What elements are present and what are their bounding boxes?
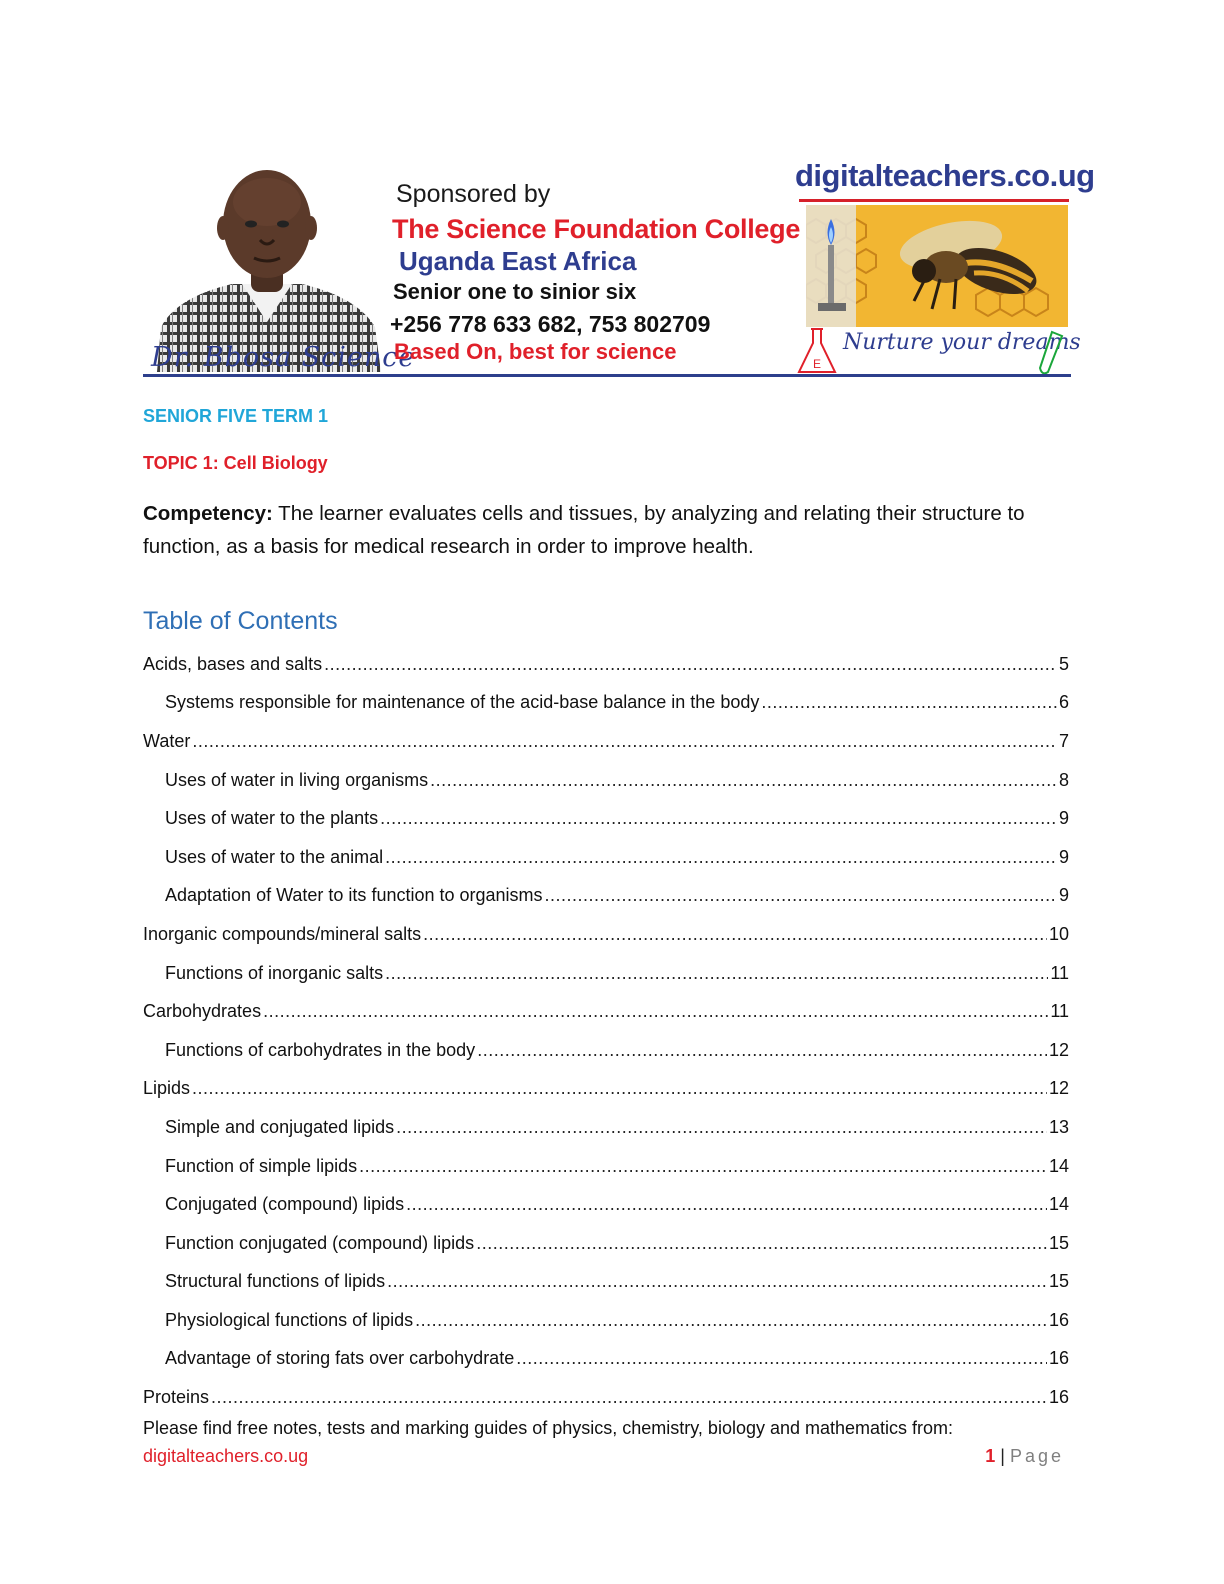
toc-entry[interactable]	[143, 1108, 1069, 1147]
toc-entry-page[interactable]: 15	[1048, 1232, 1069, 1253]
competency-label: Competency:	[143, 502, 273, 525]
toc-entry-page[interactable]: 6	[1058, 692, 1069, 713]
toc-entry-label[interactable]: Functions of carbohydrates in the body	[165, 1039, 476, 1060]
college-name: The Science Foundation College	[392, 214, 801, 244]
toc-dot-leader	[387, 1271, 1047, 1292]
toc-entry-page[interactable]: 14	[1048, 1155, 1069, 1176]
page-word: Page	[1009, 1446, 1064, 1466]
toc-entry[interactable]	[143, 1031, 1069, 1070]
toc-entry[interactable]	[143, 645, 1069, 684]
author-portrait	[147, 162, 387, 372]
toc-dot-leader	[761, 692, 1057, 713]
contact-phones: +256 778 633 682, 753 802709	[390, 311, 711, 337]
toc-entry[interactable]	[143, 1224, 1069, 1263]
toc-entry-page[interactable]: 14	[1048, 1194, 1069, 1215]
toc-dot-leader	[545, 885, 1057, 906]
page-separator: |	[1000, 1446, 1005, 1466]
toc-entry-label[interactable]: Function of simple lipids	[165, 1155, 358, 1176]
toc-entry-label[interactable]: Advantage of storing fats over carbohydrate	[165, 1348, 515, 1369]
toc-entry-page[interactable]: 5	[1058, 653, 1069, 674]
toc-entry[interactable]	[143, 1340, 1069, 1379]
toc-dot-leader	[477, 1040, 1047, 1061]
toc-entry-page[interactable]: 10	[1048, 923, 1069, 944]
toc-entry[interactable]	[143, 761, 1069, 800]
sponsored-by-label: Sponsored by	[396, 180, 551, 208]
toc-entry[interactable]	[143, 1301, 1069, 1340]
toc-dot-leader	[430, 770, 1057, 791]
banner-divider	[143, 374, 1071, 377]
toc-entry-page[interactable]: 16	[1048, 1348, 1069, 1369]
college-region: Uganda East Africa	[399, 246, 637, 276]
table-of-contents	[143, 645, 1069, 1417]
toc-entry-label[interactable]: Adaptation of Water to its function to organisms	[165, 885, 543, 906]
bee-honeycomb-image	[806, 205, 1068, 327]
toc-entry[interactable]	[143, 1263, 1069, 1302]
toc-entry-label[interactable]: Functions of inorganic salts	[165, 962, 384, 983]
toc-dot-leader	[516, 1348, 1047, 1369]
toc-entry-page[interactable]: 9	[1058, 885, 1069, 906]
toc-entry[interactable]	[143, 1147, 1069, 1186]
toc-entry-label[interactable]: Uses of water to the animal	[165, 846, 384, 867]
toc-entry[interactable]	[143, 1070, 1069, 1109]
toc-entry[interactable]	[143, 838, 1069, 877]
topic-heading: TOPIC 1: Cell Biology	[143, 453, 328, 473]
toc-dot-leader	[192, 731, 1057, 752]
toc-entry-page[interactable]: 12	[1048, 1078, 1069, 1099]
brand-logo-text: digitalteachers.co.ug	[795, 158, 1095, 193]
toc-entry-label[interactable]: Uses of water to the plants	[165, 808, 379, 829]
toc-entry-page[interactable]: 13	[1048, 1116, 1069, 1137]
toc-dot-leader	[396, 1117, 1047, 1138]
toc-entry-page[interactable]: 12	[1048, 1039, 1069, 1060]
flask-letter: E	[812, 357, 822, 371]
toc-heading: Table of Contents	[143, 607, 338, 635]
toc-entry[interactable]	[143, 954, 1069, 993]
toc-entry-label[interactable]: Acids, bases and salts	[143, 653, 323, 674]
college-motto: Based On, best for science	[394, 339, 677, 364]
toc-entry-label[interactable]: Water	[143, 730, 191, 751]
footer-note: Please find free notes, tests and marking guides of physics, chemistry, biology and mathematics from:	[143, 1418, 954, 1438]
toc-entry-label[interactable]: Conjugated (compound) lipids	[165, 1194, 405, 1215]
toc-entry-page[interactable]: 11	[1050, 962, 1069, 983]
toc-entry-page[interactable]: 15	[1048, 1271, 1069, 1292]
toc-dot-leader	[385, 963, 1048, 984]
toc-entry-page[interactable]: 11	[1050, 1001, 1069, 1022]
toc-entry-label[interactable]: Carbohydrates	[143, 1001, 262, 1022]
toc-entry[interactable]	[143, 877, 1069, 916]
footer-site-link[interactable]: digitalteachers.co.ug	[143, 1446, 309, 1466]
toc-entry-page[interactable]: 8	[1058, 769, 1069, 790]
toc-entry-label[interactable]: Structural functions of lipids	[165, 1271, 386, 1292]
toc-entry-label[interactable]: Inorganic compounds/mineral salts	[143, 923, 422, 944]
page-number-value: 1	[985, 1446, 996, 1466]
toc-entry-label[interactable]: Systems responsible for maintenance of the acid-base balance in the body	[165, 692, 760, 713]
toc-dot-leader	[476, 1233, 1047, 1254]
toc-entry[interactable]	[143, 684, 1069, 723]
toc-entry-label[interactable]: Lipids	[143, 1078, 191, 1099]
toc-entry-page[interactable]: 9	[1058, 846, 1069, 867]
toc-dot-leader	[324, 654, 1057, 675]
college-levels: Senior one to sinior six	[393, 279, 637, 304]
toc-entry-page[interactable]: 9	[1058, 808, 1069, 829]
author-signature: Dr. Bbosa Science	[151, 342, 416, 373]
toc-entry-label[interactable]: Simple and conjugated lipids	[165, 1116, 395, 1137]
toc-entry-label[interactable]: Proteins	[143, 1387, 210, 1408]
brand-tagline: Nurture your dreams	[843, 330, 1081, 355]
toc-dot-leader	[385, 847, 1057, 868]
header-banner	[143, 150, 1095, 380]
brand-underline	[799, 199, 1069, 202]
toc-entry-page[interactable]: 16	[1048, 1387, 1069, 1408]
toc-dot-leader	[406, 1194, 1047, 1215]
test-tube-icon	[1036, 330, 1066, 376]
toc-entry[interactable]	[143, 1378, 1069, 1417]
toc-dot-leader	[263, 1001, 1048, 1022]
toc-entry-page[interactable]: 7	[1058, 730, 1069, 751]
toc-entry[interactable]	[143, 915, 1069, 954]
toc-dot-leader	[192, 1078, 1047, 1099]
toc-entry-label[interactable]: Uses of water in living organisms	[165, 769, 429, 790]
toc-dot-leader	[211, 1387, 1047, 1408]
competency-paragraph	[143, 497, 1073, 563]
toc-dot-leader	[415, 1310, 1047, 1331]
flask-icon	[795, 326, 839, 376]
toc-dot-leader	[359, 1156, 1047, 1177]
toc-entry-label[interactable]: Function conjugated (compound) lipids	[165, 1232, 475, 1253]
toc-entry[interactable]	[143, 1185, 1069, 1224]
page-number	[985, 1446, 1064, 1467]
toc-entry[interactable]	[143, 799, 1069, 838]
competency-text: The learner evaluates cells and tissues, by analyzing and relating their structure to function, as a basis for medical research in order to improve health.	[143, 502, 1025, 558]
toc-entry-page[interactable]: 16	[1048, 1309, 1069, 1330]
toc-dot-leader	[423, 924, 1047, 945]
term-heading: SENIOR FIVE TERM 1	[143, 406, 329, 426]
toc-dot-leader	[380, 808, 1057, 829]
toc-entry[interactable]	[143, 992, 1069, 1031]
toc-entry[interactable]	[143, 722, 1069, 761]
toc-entry-label[interactable]: Physiological functions of lipids	[165, 1309, 414, 1330]
